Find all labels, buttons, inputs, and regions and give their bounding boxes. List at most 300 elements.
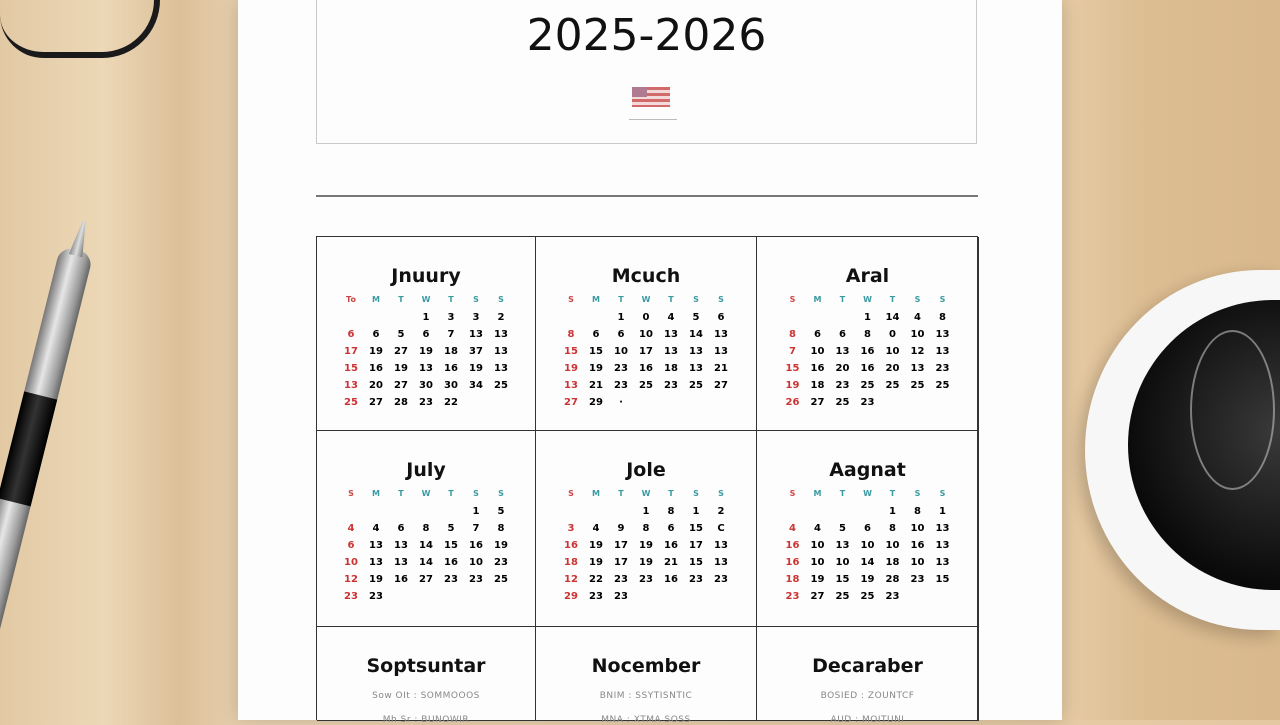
day-number: 10 [614,346,628,357]
day-number: 29 [589,397,603,408]
month-name: Aral [845,265,890,287]
month-cell [757,237,979,431]
day-number: 25 [835,591,850,602]
day-number [439,506,464,520]
day-number: 25 [639,380,653,391]
day-number: 6 [592,329,600,340]
day-number: 4 [347,523,355,534]
day-number: 23 [614,591,628,602]
day-number: 4 [667,312,675,323]
month-cell [757,627,979,725]
month-cell [757,431,979,627]
day-number: 25 [860,380,875,391]
day-number: 13 [394,540,408,551]
day-number: 16 [785,540,800,551]
day-number: 1 [642,506,650,517]
day-number: 6 [422,329,430,340]
day-number [389,506,414,520]
weekday-header: S [914,295,921,304]
day-number: 12 [564,574,578,585]
day-number: 10 [860,540,875,551]
weekday-header: T [618,295,624,304]
weekday-header: S [568,489,574,498]
day-number: 13 [714,540,728,551]
day-number: 16 [910,540,925,551]
day-number: 26 [785,397,800,408]
day-number: 19 [494,540,508,551]
day-number: 13 [835,540,850,551]
month-name: Aagnat [829,459,906,481]
day-number: 20 [369,380,383,391]
day-number: 12 [344,574,358,585]
month-name: July [406,459,446,481]
day-number: 8 [642,523,650,534]
day-number [684,591,709,605]
day-number: 25 [344,397,358,408]
day-number: 16 [564,540,578,551]
weekday-header: T [889,295,896,304]
day-number: 6 [814,329,821,340]
day-number [584,312,609,326]
day-number: 13 [394,557,408,568]
day-number: 2 [717,506,725,517]
day-number [684,397,709,411]
day-number: 5 [397,329,405,340]
day-number [930,397,955,411]
day-number: 4 [814,523,821,534]
day-number: 16 [639,363,653,374]
day-number: C [717,523,725,534]
month-cell [536,237,757,431]
day-number: 25 [689,380,703,391]
weekday-header: T [398,295,404,304]
day-number: 10 [469,557,483,568]
weekday-header: S [939,489,946,498]
month-note: Mh Sr : BUNOWIR [382,715,470,725]
day-number: 13 [910,363,925,374]
day-number: 16 [469,540,483,551]
day-number: 16 [664,540,678,551]
day-number: 25 [885,380,900,391]
day-number: 27 [564,397,578,408]
day-number: 23 [444,574,458,585]
day-number: 13 [494,346,508,357]
calendar-title: 2025-2026 [526,10,767,61]
day-number: 15 [835,574,850,585]
day-number: 6 [717,312,725,323]
day-number: 25 [494,380,508,391]
weekday-header: T [668,295,674,304]
day-number: 27 [810,591,825,602]
day-number: 13 [689,363,703,374]
day-number: 19 [394,363,408,374]
weekday-header: M [813,295,822,304]
weekday-header: T [839,489,846,498]
day-number: 2 [497,312,505,323]
day-number: 23 [835,380,850,391]
weekday-header: S [473,295,479,304]
day-number: 3 [472,312,480,323]
day-number [780,312,805,326]
weekday-header: S [718,489,724,498]
day-number: 13 [564,380,578,391]
weekday-header: S [693,295,699,304]
weekday-header: T [448,295,454,304]
day-number: 13 [714,329,728,340]
day-number: 18 [810,380,825,391]
day-number: 13 [689,346,703,357]
day-grid [317,295,535,411]
day-number: 13 [835,346,850,357]
day-number [389,591,414,605]
weekday-header: W [641,295,651,304]
day-number: 19 [860,574,875,585]
day-number [855,506,880,520]
day-number: 23 [935,363,950,374]
weekday-header: T [448,489,454,498]
day-number: 13 [344,380,358,391]
day-number: 18 [664,363,678,374]
day-number: 23 [614,574,628,585]
day-number: 9 [617,523,625,534]
day-number [559,506,584,520]
day-number: 13 [714,346,728,357]
day-grid [536,489,756,605]
day-number: 13 [935,523,950,534]
day-number: 28 [885,574,900,585]
day-number: 10 [639,329,653,340]
day-number: 15 [689,523,703,534]
day-number: 1 [617,312,625,323]
day-number: 13 [369,557,383,568]
day-number: 4 [789,523,796,534]
day-number: 27 [810,397,825,408]
weekday-header: S [914,489,921,498]
day-number: 13 [494,329,508,340]
day-number [389,312,414,326]
day-number: 6 [864,523,871,534]
day-number: 13 [935,557,950,568]
weekday-header: S [718,295,724,304]
divider [316,195,978,197]
day-number: 5 [497,506,505,517]
day-number: 1 [692,506,700,517]
day-number: 13 [935,346,950,357]
day-number: 18 [444,346,458,357]
weekday-header: T [668,489,674,498]
day-number: 10 [810,540,825,551]
weekday-header: W [641,489,651,498]
day-number: 6 [372,329,380,340]
day-number: 13 [935,540,950,551]
month-cell [536,627,757,725]
day-number: 1 [939,506,946,517]
day-number [339,506,364,520]
month-grid [316,236,978,725]
day-number [464,591,489,605]
month-name: Decaraber [812,655,923,677]
day-number: 25 [494,574,508,585]
day-number: 8 [789,329,796,340]
day-number: 15 [689,557,703,568]
day-number: 6 [347,329,355,340]
day-number: 14 [885,312,900,323]
pen [0,246,93,710]
weekday-header: S [789,295,796,304]
day-number: 1 [889,506,896,517]
day-number: 17 [614,540,628,551]
month-note: AUD : MOITUNI [830,715,905,725]
day-number: 28 [394,397,408,408]
day-number: 15 [589,346,603,357]
day-number: 10 [910,557,925,568]
day-number: 15 [444,540,458,551]
day-number: 6 [667,523,675,534]
day-number [805,506,830,520]
day-number: 15 [785,363,800,374]
day-number: 8 [667,506,675,517]
day-number: 14 [419,540,433,551]
day-number: 8 [497,523,505,534]
day-number: 23 [639,574,653,585]
day-number: 27 [369,397,383,408]
day-number: 17 [344,346,358,357]
day-number: 5 [692,312,700,323]
day-number: 23 [785,591,800,602]
calendar-sheet [238,0,1062,725]
eyeglasses [0,0,160,58]
weekday-header: M [372,489,380,498]
day-number [439,591,464,605]
day-number: 25 [910,380,925,391]
weekday-header: S [348,489,354,498]
day-number [559,312,584,326]
day-number [364,506,389,520]
weekday-header: S [939,295,946,304]
day-number: 18 [785,574,800,585]
day-number: 23 [885,591,900,602]
day-number: 27 [394,346,408,357]
day-number: 6 [347,540,355,551]
day-number: 8 [422,523,430,534]
pen-tip [69,219,91,257]
day-number: 8 [939,312,946,323]
day-number: 10 [910,523,925,534]
day-number [364,312,389,326]
day-number: 19 [369,346,383,357]
day-number: 19 [785,380,800,391]
day-number: 14 [689,329,703,340]
day-grid [317,489,535,605]
weekday-header: S [498,489,504,498]
month-note: BOSIED : ZOUNTCF [820,691,915,701]
day-number: 14 [419,557,433,568]
day-number: 23 [419,397,433,408]
day-number: 22 [589,574,603,585]
day-number: 16 [369,363,383,374]
day-number: 10 [885,346,900,357]
day-number: 6 [839,329,846,340]
month-cell [317,431,536,627]
day-number [659,591,684,605]
month-name: Soptsuntar [366,655,486,677]
month-cell [317,237,536,431]
day-number: 4 [914,312,921,323]
weekday-header: S [789,489,796,498]
day-number: 20 [885,363,900,374]
day-number: 25 [935,380,950,391]
day-number: 19 [589,363,603,374]
day-number: 27 [714,380,728,391]
day-number: · [619,397,623,408]
weekday-header: M [592,489,600,498]
day-number: 17 [639,346,653,357]
day-number: 3 [447,312,455,323]
month-note: MNA : XTMA SOSS [601,715,691,725]
weekday-header: T [889,489,896,498]
day-number: 8 [567,329,575,340]
weekday-header: M [592,295,600,304]
day-number [905,591,930,605]
day-number: 6 [397,523,405,534]
day-number: 23 [614,363,628,374]
day-number: 4 [592,523,600,534]
day-number [709,591,734,605]
day-number: 10 [835,557,850,568]
month-name: Nocember [591,655,701,677]
pen-grip [0,391,57,506]
day-number: 16 [860,346,875,357]
day-number [489,591,514,605]
day-number: 21 [589,380,603,391]
weekday-header: S [568,295,574,304]
day-number: 21 [714,363,728,374]
day-number: 15 [344,363,358,374]
day-number [414,506,439,520]
day-number: 7 [447,329,455,340]
day-number: 20 [835,363,850,374]
weekday-header: S [473,489,479,498]
weekday-header: W [421,489,431,498]
day-number: 1 [472,506,480,517]
day-number: 23 [369,591,383,602]
day-number: 21 [664,557,678,568]
day-number [880,397,905,411]
month-name: Jnuury [391,265,461,287]
day-number: 23 [689,574,703,585]
day-number: 17 [614,557,628,568]
day-number: 19 [369,574,383,585]
steam [1190,330,1275,490]
month-name: Jole [626,459,666,481]
day-number: 10 [810,346,825,357]
day-number: 25 [860,591,875,602]
day-number: 23 [494,557,508,568]
day-number: 16 [810,363,825,374]
weekday-header: W [863,489,872,498]
day-number: 18 [564,557,578,568]
day-number: 8 [889,523,896,534]
day-number: 8 [864,329,871,340]
day-number: 8 [914,506,921,517]
day-number: 23 [860,397,875,408]
weekday-header: S [498,295,504,304]
day-number: 16 [394,574,408,585]
day-number [464,397,489,411]
day-number: 19 [639,540,653,551]
day-number: 13 [714,557,728,568]
day-number [609,506,634,520]
day-number: 13 [664,346,678,357]
day-number: 0 [642,312,650,323]
day-number: 12 [910,346,925,357]
day-number: 5 [447,523,455,534]
day-number: 13 [469,329,483,340]
weekday-header: T [398,489,404,498]
month-note: BNIM : SSYTISNTIC [599,691,693,701]
day-number [659,397,684,411]
day-number: 22 [444,397,458,408]
weekday-header: S [693,489,699,498]
day-number: 16 [785,557,800,568]
day-number: 16 [664,574,678,585]
day-number: 23 [469,574,483,585]
day-grid [757,295,978,411]
day-number: 16 [444,557,458,568]
day-number [709,397,734,411]
day-number: 10 [344,557,358,568]
day-number: 16 [444,363,458,374]
day-number [489,397,514,411]
day-number: 30 [419,380,433,391]
day-number: 23 [614,380,628,391]
month-cell [536,431,757,627]
day-number [805,312,830,326]
day-number [634,591,659,605]
day-number: 13 [419,363,433,374]
day-number [584,506,609,520]
day-number: 23 [589,591,603,602]
divider [629,119,677,120]
weekday-header: M [813,489,822,498]
day-number: 17 [689,540,703,551]
flag-icon [632,87,670,107]
day-number: 19 [469,363,483,374]
day-number: 14 [860,557,875,568]
day-number [830,506,855,520]
weekday-header: T [839,295,846,304]
day-number: 34 [469,380,483,391]
day-number: 0 [889,329,896,340]
day-number: 10 [810,557,825,568]
day-number [780,506,805,520]
day-number: 18 [885,557,900,568]
day-number: 23 [714,574,728,585]
weekday-header: T [618,489,624,498]
day-number: 25 [835,397,850,408]
month-name: Mcuch [611,265,681,287]
day-number: 19 [639,557,653,568]
day-number: 19 [564,363,578,374]
day-number: 37 [469,346,483,357]
day-number: 23 [910,574,925,585]
weekday-header: W [421,295,431,304]
day-number [830,312,855,326]
day-number: 13 [494,363,508,374]
day-number: 19 [810,574,825,585]
day-number: 27 [419,574,433,585]
day-number: 13 [369,540,383,551]
